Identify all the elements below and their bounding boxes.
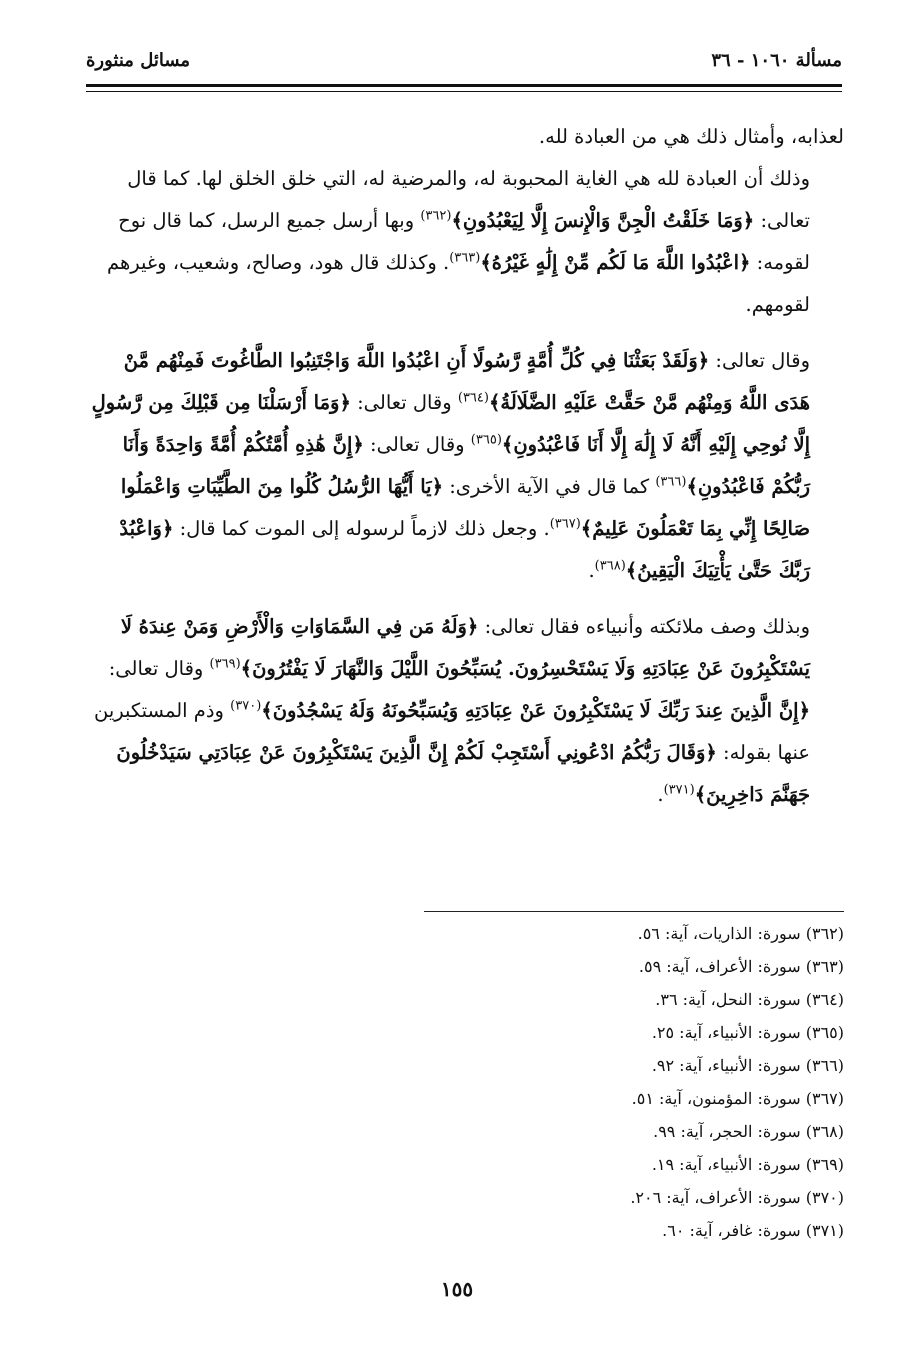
footnote-separator: [424, 911, 844, 912]
paragraph: [84, 340, 844, 592]
footnote-reference: (٣٧١): [663, 782, 695, 798]
footnote-item: (٣٧١) سورة: غافر، آية: ٦٠.: [662, 1221, 844, 1240]
paragraph: [84, 606, 844, 816]
paragraph-text: وقال تعالى:: [350, 391, 458, 414]
paragraph-text: .: [588, 559, 595, 582]
paragraph-text: وبها أرسل جميع الرسل، كما قال نوح لقومه:: [118, 209, 810, 274]
footnote-reference: (٣٦٣): [449, 250, 481, 266]
quran-verse: ﴿إِنَّ الَّذِينَ عِندَ رَبِّكَ لَا يَسْتَكْبِرُونَ عَنْ عِبَادَتِهِ وَيُسَبِّحُونَهُ وَلَهُ يَسْجُدُونَ﴾: [261, 699, 810, 722]
paragraph-text: وذلك أن العبادة لله هي الغاية المحبوبة له، والمرضية له، التي خلق الخلق لها. كما قال تعالى:: [127, 167, 810, 232]
paragraph-text: وقال تعالى:: [709, 349, 810, 372]
paragraph-text: .: [657, 783, 664, 806]
footnote-item: (٣٦٥) سورة: الأنبياء، آية: ٢٥.: [651, 1023, 844, 1042]
footnote-reference: (٣٦٢): [420, 208, 452, 224]
footnote-reference: (٣٦٥): [470, 432, 502, 448]
paragraph-gap: [84, 326, 844, 340]
quran-verse: ﴿وَاعْبُدْ رَبَّكَ حَتَّىٰ يَأْتِيَكَ الْيَقِينُ﴾: [119, 517, 810, 582]
footnote-item: (٣٦٢) سورة: الذاريات، آية: ٥٦.: [637, 924, 844, 943]
paragraph-gap: [84, 592, 844, 606]
paragraph: [84, 116, 844, 158]
quran-verse: ﴿إِنَّ هَٰذِهِ أُمَّتُكُمْ أُمَّةً وَاحِدَةً وَأَنَا رَبُّكُمْ فَاعْبُدُونِ﴾: [122, 433, 810, 498]
header-rule-thin: [86, 91, 842, 92]
footnotes-list: [424, 917, 844, 1247]
quran-verse: ﴿وَلَهُ مَن فِي السَّمَاوَاتِ وَالْأَرْضِ وَمَنْ عِندَهُ لَا يَسْتَكْبِرُونَ عَنْ عِبَادَتِهِ وَلَا يَسْتَحْسِرُونَ. يُسَبِّحُونَ اللَّيْلَ وَالنَّهَارَ لَا يَفْتُرُونَ﴾: [120, 615, 810, 680]
main-body-text: [84, 116, 844, 816]
header-chapter-title: مسألة ١٠٦٠ - ٣٦: [711, 50, 842, 71]
paragraph-text: . وكذلك قال هود، وصالح، وشعيب، وغيرهم لقومهم.: [107, 251, 810, 316]
quran-verse: ﴿وَمَا أَرْسَلْنَا مِن قَبْلِكَ مِن رَّسُولٍ إِلَّا نُوحِي إِلَيْهِ أَنَّهُ لَا إِلَٰهَ إِلَّا أَنَا فَاعْبُدُونِ﴾: [91, 391, 810, 456]
running-header: [86, 46, 842, 80]
footnote-item: (٣٧٠) سورة: الأعراف، آية: ٢٠٦.: [630, 1188, 844, 1207]
page-number: ١٥٥: [440, 1277, 474, 1301]
footnote-item: (٣٦٧) سورة: المؤمنون، آية: ٥١.: [631, 1089, 844, 1108]
footnote-reference: (٣٧٠): [230, 698, 262, 714]
paragraph-text: وذم المستكبرين عنها بقوله:: [93, 699, 810, 764]
quran-verse: ﴿يَا أَيُّهَا الرُّسُلُ كُلُوا مِنَ الطَّيِّبَاتِ وَاعْمَلُوا صَالِحًا إِنِّي بِمَا تَعْمَلُونَ عَلِيمٌ﴾: [120, 475, 810, 540]
paragraph-text: لعذابه، وأمثال ذلك هي من العبادة لله.: [538, 125, 844, 148]
footnote-item: (٣٦٩) سورة: الأنبياء، آية: ١٩.: [651, 1155, 844, 1174]
footnote-reference: (٣٦٤): [457, 390, 489, 406]
footnote-reference: (٣٦٩): [209, 656, 241, 672]
quran-verse: ﴿وَمَا خَلَقْتُ الْجِنَّ وَالْإِنسَ إِلَّا لِيَعْبُدُونِ﴾: [451, 209, 755, 232]
footnote-reference: (٣٦٧): [549, 516, 581, 532]
footnote-reference: (٣٦٨): [594, 558, 626, 574]
header-book-title: مسائل منثورة: [86, 50, 191, 71]
paragraph-text: وبذلك وصف ملائكته وأنبياءه فقال تعالى:: [478, 615, 810, 638]
footnote-reference: (٣٦٦): [655, 474, 687, 490]
quran-verse: ﴿اعْبُدُوا اللَّهَ مَا لَكُم مِّنْ إِلَٰهٍ غَيْرُهُ﴾: [480, 251, 751, 274]
footnote-item: (٣٦٦) سورة: الأنبياء، آية: ٩٢.: [651, 1056, 844, 1075]
header-rule-thick: [86, 84, 842, 87]
footnote-item: (٣٦٣) سورة: الأعراف، آية: ٥٩.: [638, 957, 844, 976]
paragraph-text: كما قال في الآية الأخرى:: [443, 475, 656, 498]
paragraph: [84, 158, 844, 326]
paragraph-text: . وجعل ذلك لازماً لرسوله إلى الموت كما قال:: [173, 517, 550, 540]
quran-verse: ﴿وَلَقَدْ بَعَثْنَا فِي كُلِّ أُمَّةٍ رَّسُولًا أَنِ اعْبُدُوا اللَّهَ وَاجْتَنِبُوا الطَّاغُوتَ فَمِنْهُم مَّنْ هَدَى اللَّهُ وَمِنْهُم مَّنْ حَقَّتْ عَلَيْهِ الضَّلَالَةُ﴾: [123, 349, 810, 414]
footnote-item: (٣٦٤) سورة: النحل، آية: ٣٦.: [655, 990, 844, 1009]
paragraph-text: وقال تعالى:: [363, 433, 471, 456]
paragraph-text: وقال تعالى:: [108, 657, 210, 680]
footnote-item: (٣٦٨) سورة: الحجر، آية: ٩٩.: [653, 1122, 844, 1141]
quran-verse: ﴿وَقَالَ رَبُّكُمُ ادْعُونِي أَسْتَجِبْ لَكُمْ إِنَّ الَّذِينَ يَسْتَكْبِرُونَ عَنْ عِبَادَتِي سَيَدْخُلُونَ جَهَنَّمَ دَاخِرِينَ﴾: [116, 741, 810, 806]
